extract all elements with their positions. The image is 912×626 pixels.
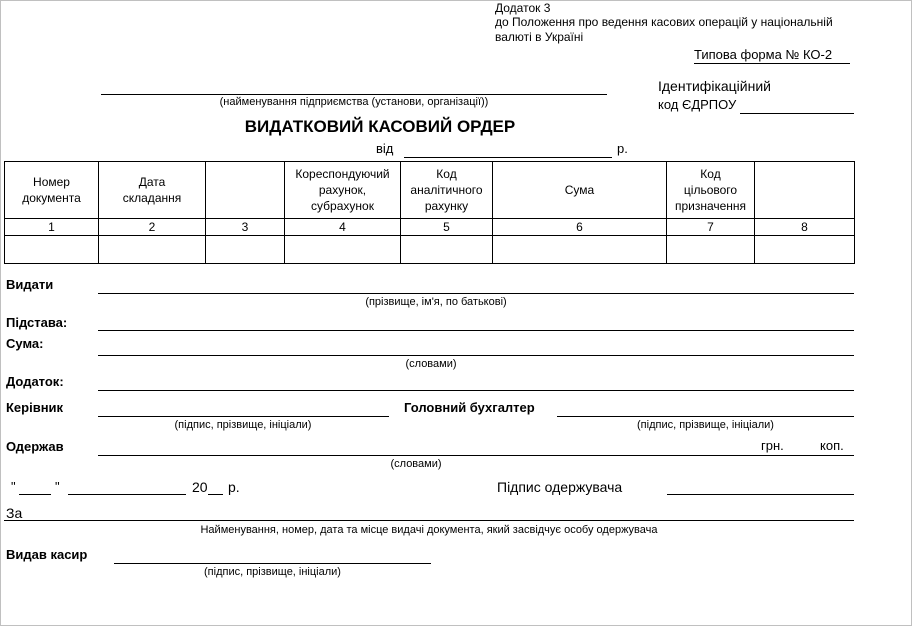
header-compile-date: Дата складання — [99, 162, 206, 219]
basis-label: Підстава: — [6, 315, 68, 330]
edrpou-code-field[interactable] — [740, 113, 854, 114]
currency-uah-label: грн. — [761, 438, 784, 453]
column-number: 6 — [493, 219, 667, 236]
cell-compile-date[interactable] — [99, 236, 206, 264]
chief-accountant-caption: (підпис, прізвище, ініціали) — [637, 419, 774, 431]
identity-document-field[interactable] — [4, 520, 854, 521]
form-type-label: Типова форма № КО-2 — [694, 47, 833, 62]
header-amount: Сума — [493, 162, 667, 219]
date-year-suffix-receipt: р. — [228, 479, 240, 495]
header-purpose-code: Код цільового призначення — [667, 162, 755, 219]
appendix-line-2: до Положення про ведення касових операцій у національній — [495, 15, 833, 29]
amount-label: Сума: — [6, 336, 44, 351]
column-number: 1 — [5, 219, 99, 236]
header-corresponding-account: Кореспондуючий рахунок, субрахунок — [285, 162, 401, 219]
header-doc-number: Номер документа — [5, 162, 99, 219]
cell-analytic-account-code[interactable] — [401, 236, 493, 264]
currency-kop-label: коп. — [820, 438, 844, 453]
chief-accountant-signature-field[interactable] — [557, 416, 854, 417]
by-document-label: За — [6, 505, 23, 521]
organization-name-line[interactable] — [101, 94, 607, 95]
order-date-field[interactable] — [404, 157, 612, 158]
chief-accountant-label: Головний бухгалтер — [404, 400, 535, 415]
column-number: 3 — [206, 219, 285, 236]
manager-label: Керівник — [6, 400, 64, 415]
received-caption: (словами) — [390, 458, 442, 470]
cashier-label: Видав касир — [6, 547, 88, 562]
id-code-label-line-1: Ідентифікаційний — [658, 78, 771, 94]
receipt-year-field[interactable] — [208, 494, 223, 495]
received-label: Одержав — [6, 439, 64, 454]
table-value-row — [5, 236, 855, 264]
manager-signature-field[interactable] — [98, 416, 389, 417]
recipient-signature-label: Підпис одержувача — [497, 479, 623, 495]
date-quote-open: " — [11, 479, 16, 494]
header-empty-col-3 — [206, 162, 285, 219]
identity-document-caption: Найменування, номер, дата та місце видачі документа, який засвідчує особу одержувача — [200, 524, 658, 536]
id-code-label-line-2: код ЄДРПОУ — [658, 97, 737, 112]
cell-amount[interactable] — [493, 236, 667, 264]
amount-in-words-field[interactable] — [98, 355, 854, 356]
column-number: 7 — [667, 219, 755, 236]
recipient-signature-field[interactable] — [667, 494, 854, 495]
receipt-month-field[interactable] — [68, 494, 186, 495]
cell-doc-number[interactable] — [5, 236, 99, 264]
manager-caption: (підпис, прізвище, ініціали) — [174, 419, 312, 431]
receipt-day-field[interactable] — [19, 494, 51, 495]
form-type-underline — [694, 63, 850, 64]
amount-caption: (словами) — [405, 358, 457, 370]
order-table — [4, 161, 855, 264]
cell-purpose-code[interactable] — [667, 236, 755, 264]
date-year-suffix: р. — [617, 141, 628, 156]
basis-field[interactable] — [98, 330, 854, 331]
cashier-caption: (підпис, прізвище, ініціали) — [204, 566, 341, 578]
date-quote-close: " — [55, 479, 60, 494]
attachment-label: Додаток: — [6, 374, 64, 389]
column-number: 8 — [755, 219, 855, 236]
cell-corresponding-account[interactable] — [285, 236, 401, 264]
cell-col-3[interactable] — [206, 236, 285, 264]
organization-caption: (найменування підприємства (установи, організації)) — [219, 96, 489, 108]
appendix-line-3: валюті в Україні — [495, 30, 584, 44]
cashier-signature-field[interactable] — [114, 563, 431, 564]
header-empty-col-8 — [755, 162, 855, 219]
table-header-row — [5, 162, 855, 219]
appendix-line-1: Додаток 3 — [495, 1, 551, 15]
issue-label: Видати — [6, 277, 54, 292]
column-numbers-row — [5, 219, 855, 236]
received-amount-field[interactable] — [98, 455, 854, 456]
issue-caption: (прізвище, ім'я, по батькові) — [365, 296, 507, 308]
column-number: 4 — [285, 219, 401, 236]
attachment-field[interactable] — [98, 390, 854, 391]
date-year-prefix: 20 — [192, 479, 208, 495]
issue-to-field[interactable] — [98, 293, 854, 294]
document-title: ВИДАТКОВИЙ КАСОВИЙ ОРДЕР — [244, 117, 516, 136]
column-number: 2 — [99, 219, 206, 236]
header-analytic-account-code: Код аналітичного рахунку — [401, 162, 493, 219]
cell-col-8[interactable] — [755, 236, 855, 264]
column-number: 5 — [401, 219, 493, 236]
date-from-label: від — [376, 141, 394, 156]
